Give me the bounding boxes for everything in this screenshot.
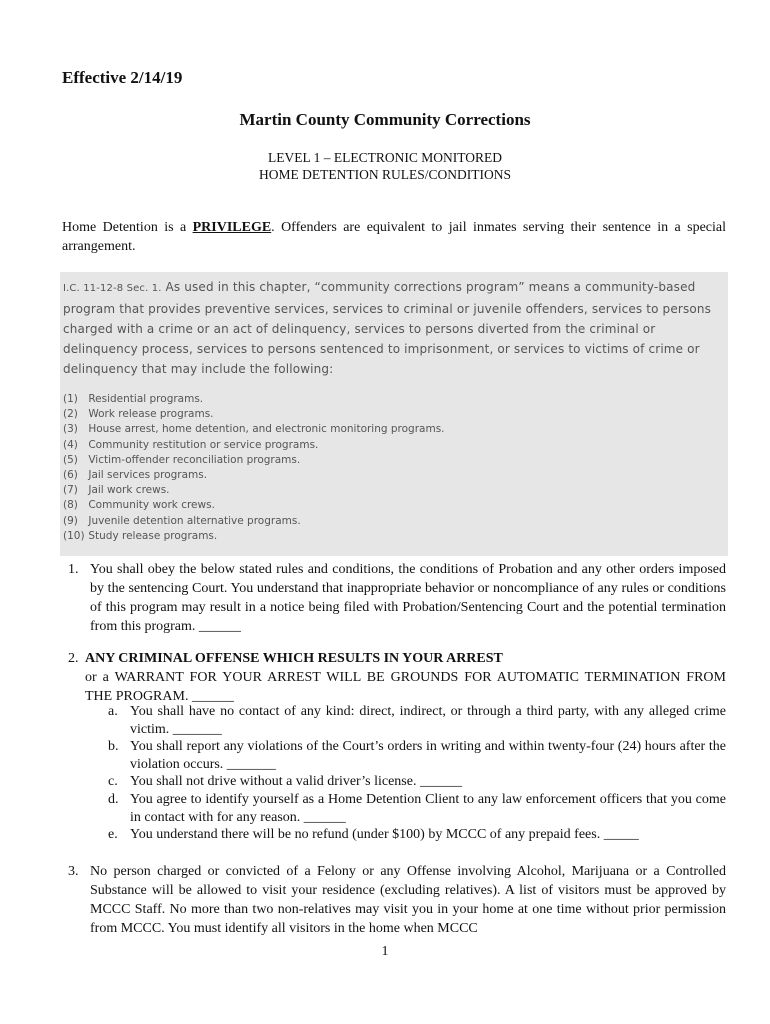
list-item-text: Residential programs.: [88, 393, 204, 405]
sub-item-text: You understand there will be no refund (under $100) by MCCC of any prepaid fees. _____: [130, 827, 639, 843]
sub-item-text: You shall have no contact of any kind: direct, indirect, or through a third party, with any alleged crime victim. _______: [130, 704, 726, 737]
list-item-number: (2): [63, 408, 78, 421]
rule-2-heading: ANY CRIMINAL OFFENSE WHICH RESULTS IN YOUR ARREST: [85, 651, 503, 666]
list-item-text: Community work crews.: [88, 499, 215, 512]
list-item: [63, 392, 723, 407]
list-item: [63, 422, 723, 437]
subtitle-line-2: HOME DETENTION RULES/CONDITIONS: [259, 167, 511, 182]
list-item: [63, 438, 723, 453]
statute-citation: I.C. 11-12-8 Sec. 1.: [63, 283, 162, 294]
sub-item: [108, 826, 726, 844]
list-item-number: (1): [63, 393, 78, 405]
list-item-number: (3): [63, 423, 78, 436]
page-number: 1: [381, 944, 389, 959]
organization-title: Martin County Community Corrections: [239, 110, 531, 129]
sub-item-text: You shall report any violations of the Court’s orders in writing and within twenty-four (24) hours after the violation occurs. _______: [130, 739, 726, 772]
list-item-number: (9): [63, 514, 78, 527]
list-item-number: (7): [63, 484, 78, 497]
intro-paragraph: [62, 218, 726, 256]
statute-text: As used in this chapter, “community corrections program” means a community-based program that provides preventive services, services to criminal or juvenile offenders, services to persons charged with a crime or an act of delinquency, services to persons diverted from the criminal or delinquency process, services to persons sentenced to imprisonment, or services to victims of crime or delinquency that may include the following:: [63, 280, 711, 376]
list-item-number: (10): [63, 529, 85, 542]
rule-number: 3.: [68, 864, 79, 879]
effective-date: Effective 2/14/19: [62, 68, 183, 87]
sub-item-text: You agree to identify yourself as a Home Detention Client to any law enforcement officers that you come in contact with for any reason. ______: [130, 791, 726, 825]
list-item-text: Victim-offender reconciliation programs.: [88, 453, 301, 466]
rule-2-text: or a WARRANT FOR YOUR ARREST WILL BE GROUNDS FOR AUTOMATIC TERMINATION FROM THE PROGRAM. ______: [85, 670, 726, 704]
list-item: [63, 498, 723, 513]
rule-text: No person charged or convicted of a Felony or any Offense involving Alcohol, Marijuana or a Controlled Substance will be allowed to visit your residence (excluding relatives). A list of visitors must be approved by MCCC Staff. No more than two non-relatives may visit you in your home at one time without prior permission from MCCC. You must identify all visitors in the home when MCCC: [90, 864, 726, 936]
list-item-text: Study release programs.: [85, 529, 218, 542]
program-list: [63, 392, 723, 544]
rule-2-subitems: [108, 703, 726, 844]
sub-item-letter: b.: [108, 739, 119, 755]
subtitle-line-1: LEVEL 1 – ELECTRONIC MONITORED: [268, 150, 502, 165]
privilege-word: PRIVILEGE: [192, 220, 272, 235]
sub-item: [108, 738, 726, 773]
list-item-text: House arrest, home detention, and electronic monitoring programs.: [88, 423, 445, 436]
rule-text: You shall obey the below stated rules and conditions, the conditions of Probation and any other orders imposed by the sentencing Court. You understand that inappropriate behavior or noncompliance of any rules or conditions of this program may result in a notice being filed with Probation/Sentencing Court and the potential termination from this program. ______: [90, 562, 726, 634]
list-item-number: (8): [63, 499, 78, 512]
sub-item-letter: c.: [108, 774, 118, 790]
sub-item: [108, 703, 726, 738]
rule-3: [68, 862, 726, 938]
sub-item-letter: a.: [108, 704, 118, 719]
list-item-number: (5): [63, 453, 78, 466]
rule-1: [68, 560, 726, 636]
list-item-text: Jail work crews.: [88, 484, 170, 497]
sub-item: [108, 773, 726, 791]
intro-before: Home Detention is a: [62, 220, 193, 235]
sub-item-letter: e.: [108, 827, 118, 843]
rule-2: [68, 649, 726, 706]
list-item-number: (6): [63, 469, 78, 482]
sub-item: [108, 791, 726, 826]
list-item-number: (4): [63, 438, 78, 451]
statute-paragraph: [63, 277, 723, 379]
list-item-text: Juvenile detention alternative programs.: [88, 514, 301, 527]
sub-item-letter: d.: [108, 791, 119, 807]
intro-after: . Offenders are equivalent to jail inmates serving their sentence in a special arrangement.: [62, 220, 726, 254]
statute-excerpt-box: [60, 272, 728, 556]
list-item: [63, 453, 723, 468]
rule-number: 2.: [68, 651, 79, 666]
list-item: [63, 483, 723, 498]
list-item-text: Jail services programs.: [88, 469, 208, 482]
list-item: [63, 407, 723, 422]
list-item-text: Community restitution or service programs.: [88, 438, 319, 451]
list-item: [63, 514, 723, 529]
sub-item-text: You shall not drive without a valid driver’s license. ______: [130, 774, 462, 790]
rule-number: 1.: [68, 562, 79, 577]
list-item: [63, 468, 723, 483]
list-item-text: Work release programs.: [88, 408, 214, 421]
list-item: [63, 529, 723, 544]
